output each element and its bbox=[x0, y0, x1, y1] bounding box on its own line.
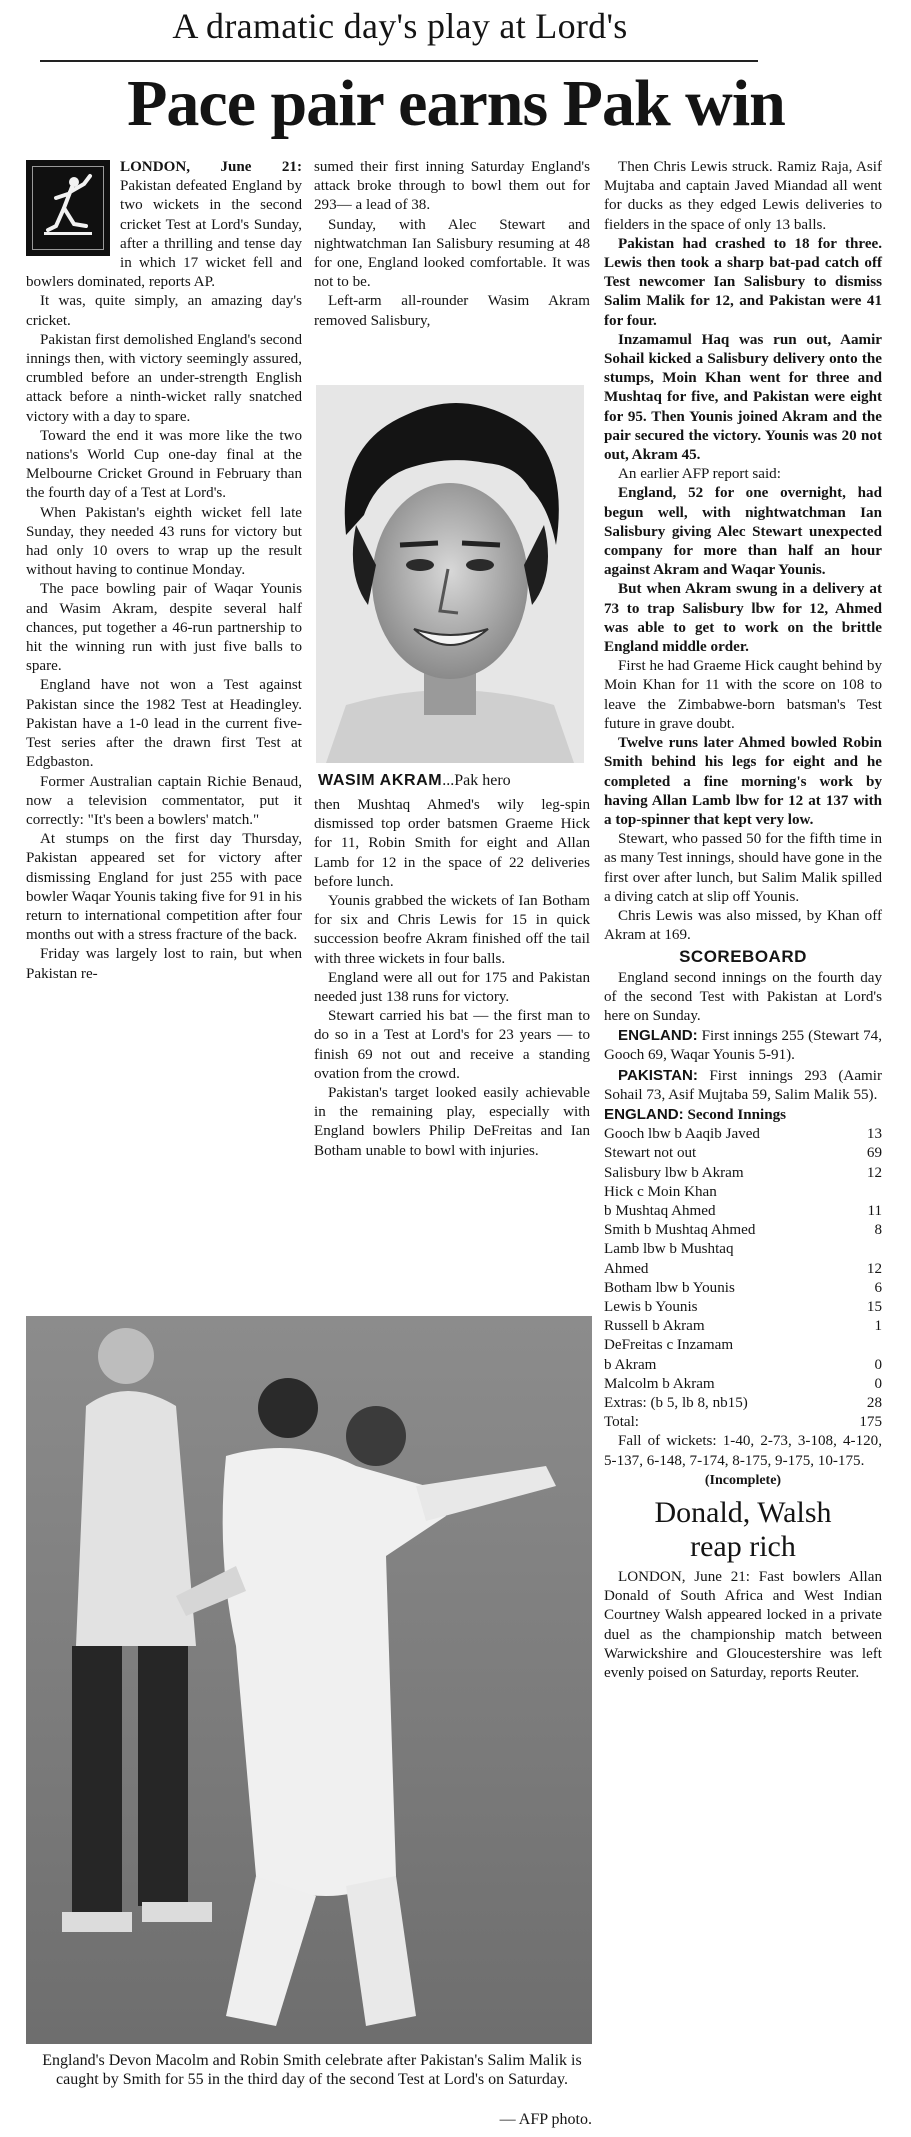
story2-headline-line1: Donald, Walsh bbox=[654, 1496, 832, 1530]
runs-value: 15 bbox=[866, 1298, 882, 1315]
scoreboard-row bbox=[604, 1240, 882, 1259]
scoreboard-row bbox=[604, 1279, 882, 1298]
column-3 bbox=[604, 158, 882, 1683]
scoreboard-row bbox=[604, 1164, 882, 1183]
dateline: LONDON, June 21: bbox=[120, 159, 302, 175]
runs-value: 13 bbox=[866, 1126, 882, 1143]
paragraph: First he had Graeme Hick caught behind by Moin Khan for 11 with the score on 108 to leave the Zimbabwe-born batsman's Test future in grave doubt. bbox=[604, 658, 882, 732]
portrait-caption bbox=[318, 771, 594, 790]
england-first-text: First innings 255 (Stewart 74, Gooch 69, Waqar Younis 5-91). bbox=[604, 1028, 882, 1064]
runs-value: 0 bbox=[874, 1356, 882, 1373]
batsman-entry: Stewart not out bbox=[604, 1145, 697, 1162]
portrait-caption-name: WASIM AKRAM bbox=[318, 772, 443, 789]
column-1 bbox=[26, 158, 302, 984]
scoreboard-row bbox=[604, 1260, 882, 1279]
scoreboard-intro: England second innings on the fourth day of the second Test with Pakistan at Lord's here on Sunday. bbox=[604, 969, 882, 1024]
paragraph: England, 52 for one overnight, had begun well, with nightwatchman Ian Salisbury giving Alec Stewart unexpected company for more than half an hour against Akram and Waqar Younis. bbox=[604, 485, 882, 579]
paragraph: Younis grabbed the wickets of Ian Botham for six and Chris Lewis for 15 in quick succession beofre Akram finished off the tail with three wickets in four balls. bbox=[314, 893, 590, 967]
paragraph: It was, quite simply, an amazing day's cricket. bbox=[26, 293, 302, 329]
batsman-entry: Ahmed bbox=[604, 1260, 649, 1277]
paragraph: Then Chris Lewis struck. Ramiz Raja, Asif Mujtaba and captain Javed Miandad all went for ducks as they edged Lewis deliveries to fielders in the space of only 13 balls. bbox=[604, 159, 882, 233]
paragraph: But when Akram swung in a delivery at 73 to trap Salisbury lbw for 12, Ahmed was able to get to work on the brittle England middle order. bbox=[604, 581, 882, 656]
main-headline: Pace pair earns Pak win bbox=[127, 67, 785, 140]
kicker-rule bbox=[40, 60, 758, 62]
paragraph: Friday was largely lost to rain, but when Pakistan re- bbox=[26, 946, 302, 982]
paragraph: An earlier AFP report said: bbox=[618, 466, 781, 483]
story2-dateline: LONDON, June 21: bbox=[618, 1569, 751, 1586]
england-second-text: Second Innings bbox=[687, 1106, 787, 1123]
england-second-innings-heading bbox=[604, 1105, 882, 1125]
paragraph: Stewart carried his bat — the first man to do so in a Test at Lord's for 23 years — to finish 69 not out and receive a standing ovation from the crowd. bbox=[314, 1008, 590, 1082]
runs-value: 28 bbox=[866, 1395, 882, 1411]
scoreboard-row bbox=[604, 1125, 882, 1144]
paragraph: Chris Lewis was also missed, by Khan off Akram at 169. bbox=[604, 907, 882, 944]
runs-value bbox=[852, 1183, 882, 1202]
scoreboard-heading: SCOREBOARD bbox=[679, 947, 807, 967]
paragraph: The pace bowling pair of Waqar Younis and Wasim Akram, despite several half chances, put together a 46-run partnership to hit the winning run with just five balls to spare. bbox=[26, 581, 302, 675]
runs-value: 12 bbox=[866, 1260, 882, 1277]
batsman-entry: Botham lbw b Younis bbox=[604, 1279, 735, 1296]
photo-credit: — AFP photo. bbox=[499, 2111, 592, 2128]
batsman-entry: b Mushtaq Ahmed bbox=[604, 1202, 716, 1219]
batsman-entry: Smith b Mushtaq Ahmed bbox=[604, 1222, 756, 1239]
runs-value: 175 bbox=[859, 1414, 882, 1431]
story2-lead bbox=[604, 1568, 882, 1683]
runs-value: 1 bbox=[874, 1318, 882, 1335]
batsman-entry: Russell b Akram bbox=[604, 1318, 705, 1335]
runs-value: 69 bbox=[866, 1145, 882, 1162]
batsman-entry: Hick c Moin Khan bbox=[604, 1183, 717, 1200]
paragraph: Inzamamul Haq was run out, Aamir Sohail kicked a Salisbury delivery onto the stumps, Moin Khan went for three and Mushtaq for five, and Pakistan were eight for 95. Then Younis joined Akram and the pair secured the victory. Younis was 20 not out, Akram 45. bbox=[604, 331, 882, 464]
batsman-entry: DeFreitas c Inzamam bbox=[604, 1337, 734, 1354]
wasim-akram-portrait bbox=[316, 385, 584, 763]
england-label: ENGLAND: bbox=[618, 1027, 698, 1045]
paragraph: Left-arm all-rounder Wasim Akram removed Salisbury, bbox=[314, 293, 590, 329]
celebration-photo bbox=[26, 1316, 592, 2044]
scoreboard-table bbox=[604, 1125, 882, 1432]
paragraph: then Mushtaq Ahmed's wily leg-spin dismissed top order batsmen Graeme Hick for 11, Robin Smith for eight and Allan Lamb for 12 in the space of 22 deliveries before lunch. bbox=[314, 797, 590, 890]
england-first-innings bbox=[604, 1026, 882, 1065]
pakistan-label: PAKISTAN: bbox=[618, 1066, 698, 1084]
paragraph: Pakistan's target looked easily achievable in the remaining play, especially with England bowlers Philip DeFreitas and Ian Botham unable to bowl with injuries. bbox=[314, 1085, 590, 1159]
scoreboard-row bbox=[604, 1375, 882, 1394]
paragraph: Former Australian captain Richie Benaud, now a television commentator, put it correctly: "It's been a bowlers' match." bbox=[26, 773, 302, 828]
scoreboard-row bbox=[604, 1336, 882, 1355]
paragraph: Toward the end it was more like the two nations's World Cup one-day final at the Melbourne Cricket Ground in February than the fourth day of a Test at Lord's. bbox=[26, 427, 302, 502]
fall-of-wickets: Fall of wickets: 1-40, 2-73, 3-108, 4-120, 5-137, 6-148, 7-174, 8-175, 9-175, 10-175. bbox=[604, 1433, 882, 1469]
kicker-headline: A dramatic day's play at Lord's bbox=[172, 6, 628, 46]
scoreboard-row bbox=[604, 1221, 882, 1240]
batsman-entry: Salisbury lbw b Akram bbox=[604, 1164, 744, 1181]
batsman-entry: Malcolm b Akram bbox=[604, 1375, 715, 1392]
scoreboard-row bbox=[604, 1356, 882, 1375]
paragraph: England have not won a Test against Pakistan since the 1982 Test at Headingley. Pakistan have a 1-0 lead in the current five-Test series after the drawn first Test at Edgbaston. bbox=[26, 677, 302, 771]
paragraph: Pakistan first demolished England's second innings then, with victory seemingly assured, crumbled before an under-strength English attack before a ninth-wicket rally snatched victory with a day to spare. bbox=[26, 331, 302, 425]
paragraph: Stewart, who passed 50 for the fifth time in as many Test innings, should have gone in the first over after lunch, but Salim Malik spilled a diving catch at slip off Younis. bbox=[604, 831, 882, 905]
scoreboard-row bbox=[604, 1144, 882, 1163]
lead-text: Pakistan defeated England by two wickets in the second cricket Test at Lord's Sunday, after a thrilling and tense day in which 17 wicket fell and bowlers dominated, reports AP. bbox=[26, 178, 302, 291]
batsman-entry: Extras: (b 5, lb 8, nb15) bbox=[604, 1395, 748, 1411]
runs-value bbox=[852, 1336, 882, 1355]
paragraph: Sunday, with Alec Stewart and nightwatchman Ian Salisbury resuming at 48 for one, England looked comfortable. It was not to be. bbox=[314, 216, 590, 291]
scoreboard-row bbox=[604, 1394, 882, 1413]
paragraph: At stumps on the first day Thursday, Pakistan appeared set for victory after dismissing England for just 255 with pace bowler Waqar Younis taking five for 91 in his return to international competition after four months out with a stress fracture of the back. bbox=[26, 831, 302, 944]
pakistan-first-innings bbox=[604, 1066, 882, 1105]
paragraph: Twelve runs later Ahmed bowled Robin Smith behind his legs for eight and he completed a fine morning's work by having Allan Lamb lbw for 12 at 137 with a top-spinner that kept very low. bbox=[604, 735, 882, 828]
runs-value: 0 bbox=[874, 1375, 882, 1392]
column-2-top bbox=[314, 158, 590, 331]
batsman-entry: Gooch lbw b Aaqib Javed bbox=[604, 1126, 760, 1143]
batsman-entry: b Akram bbox=[604, 1356, 657, 1373]
runs-value: 11 bbox=[867, 1202, 882, 1219]
runs-value: 6 bbox=[874, 1279, 882, 1296]
batsman-entry: Lamb lbw b Mushtaq bbox=[604, 1241, 734, 1258]
scoreboard-row bbox=[604, 1413, 882, 1432]
scoreboard-row bbox=[604, 1202, 882, 1221]
pakistan-first-text: First innings 293 (Aamir Sohail 73, Asif Mujtaba 59, Salim Malik 55). bbox=[604, 1067, 882, 1103]
paragraph: England were all out for 175 and Pakistan needed just 138 runs for victory. bbox=[314, 969, 590, 1006]
paragraph: sumed their first inning Saturday England's attack broke through to bowl them out for 293— a lead of 38. bbox=[314, 159, 590, 214]
column-2-bottom bbox=[314, 796, 590, 1161]
photo-caption: England's Devon Macolm and Robin Smith celebrate after Pakistan's Salim Malik is caught by Smith for 55 in the third day of the second Test at Lord's on Saturday. bbox=[42, 2052, 582, 2088]
batsman-entry: Total: bbox=[604, 1414, 639, 1431]
runs-value: 12 bbox=[866, 1164, 882, 1181]
england-second-label: ENGLAND: bbox=[604, 1105, 684, 1123]
story2-text: Fast bowlers Allan Donald of South Africa and West Indian Courtney Walsh appeared locked in a private duel as the championship match between Warwickshire and Gloucestershire was left evenly poised on Saturday, reports Reuter. bbox=[604, 1569, 882, 1682]
paragraph: When Pakistan's eighth wicket fell late Sunday, they needed 43 runs for victory but had only 10 overs to wrap up the result without having to continue Monday. bbox=[26, 504, 302, 579]
scoreboard-row bbox=[604, 1183, 882, 1202]
cricket-bowler-icon bbox=[26, 160, 110, 256]
batsman-entry: Lewis b Younis bbox=[604, 1298, 698, 1315]
scoreboard-row bbox=[604, 1298, 882, 1317]
runs-value: 8 bbox=[874, 1222, 882, 1239]
portrait-caption-rest: ...Pak hero bbox=[442, 772, 511, 789]
paragraph: Pakistan had crashed to 18 for three. Lewis then took a sharp bat-pad catch off Test newcomer Ian Salisbury to dismiss Salim Malik for 12, and Pakistan were 41 for four. bbox=[604, 235, 882, 329]
scoreboard-row bbox=[604, 1317, 882, 1336]
story2-headline bbox=[604, 1496, 882, 1564]
story2-headline-line2: reap rich bbox=[690, 1530, 796, 1564]
runs-value bbox=[852, 1240, 882, 1259]
incomplete-note: (Incomplete) bbox=[704, 1472, 782, 1488]
